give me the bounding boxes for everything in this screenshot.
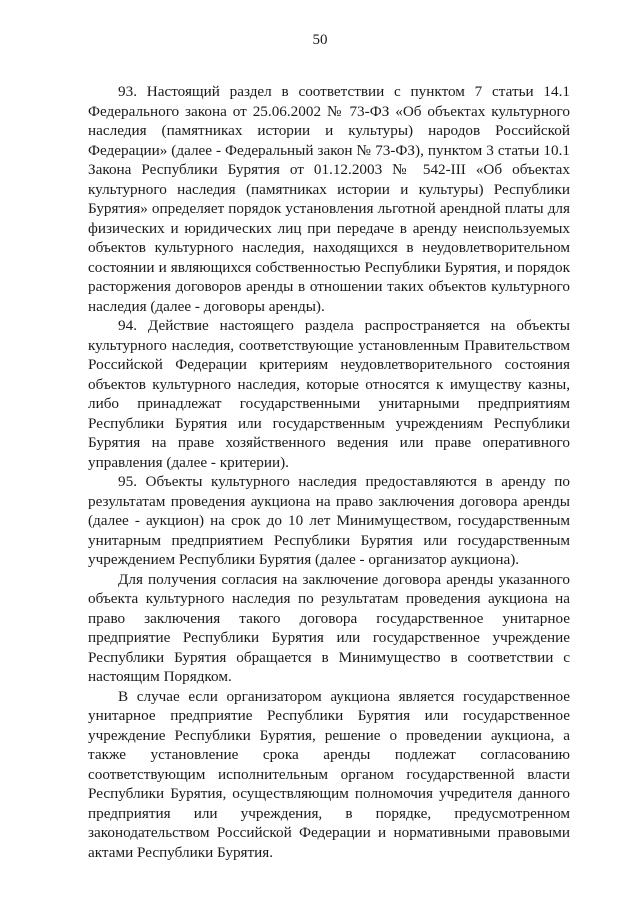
paragraph-94: 94. Действие настоящего раздела распространяется на объекты культурного наследия, соответствующие установленным Правительством Российской Федерации критериям неудовлетворительного состояния объектов культурного наследия, которые относятся к имуществу казны, либо принадлежат государственными унитарными предприятиям Республики Бурятия или государственным учреждениям Республики Бурятия на праве хозяйственного ведения или праве оперативного управления (далее - критерии).: [88, 317, 570, 471]
page-number: 50: [312, 32, 328, 48]
paragraph-organizer: В случае если организатором аукциона является государственное унитарное предприятие Республики Бурятия или государственное учреждение Республики Бурятия, решение о проведении аукциона, а также установление срока аренды подлежат согласованию соответствующим исполнительным органом государственной власти Республики Бурятия, осуществляющим полномочия учредителя данного предприятия или учреждения, в порядке, предусмотренном законодательством Российской Федерации и нормативными правовыми актами Республики Бурятия.: [88, 687, 570, 861]
paragraph-consent: Для получения согласия на заключение договора аренды указанного объекта культурного наследия по результатам проведения аукциона на право заключения такого договора государственное унитарное предприятие Республики Бурятия или государственное учреждение Республики Бурятия обращается в Минимущество в соответствии с настоящим Порядком.: [88, 570, 570, 685]
paragraph-93: 93. Настоящий раздел в соответствии с пунктом 7 статьи 14.1 Федерального закона от 25.06.2002 № 73-ФЗ «Об объектах культурного наследия (памятниках истории и культуры) народов Российской Федерации» (далее - Федеральный закон № 73-ФЗ), пунктом 3 статьи 10.1 Закона Республики Бурятия от 01.12.2003 № 542-III «Об объектах культурного наследия (памятниках истории и культуры) Республики Бурятия» определяет порядок установления льготной арендной платы для физических и юридических лиц при передаче в аренду неиспользуемых объектов культурного наследия, находящихся в неудовлетворительном состоянии и являющихся собственностью Республики Бурятия, и порядок расторжения договоров аренды в отношении таких объектов культурного наследия (далее - договоры аренды).: [88, 83, 570, 315]
document-body: [88, 82, 570, 862]
paragraph-95: 95. Объекты культурного наследия предоставляются в аренду по результатам проведения аукциона на право заключения договора аренды (далее - аукцион) на срок до 10 лет Минимуществом, государственным унитарным предприятием Республики Бурятия или государственным учреждением Республики Бурятия (далее - организатор аукциона).: [88, 473, 570, 568]
